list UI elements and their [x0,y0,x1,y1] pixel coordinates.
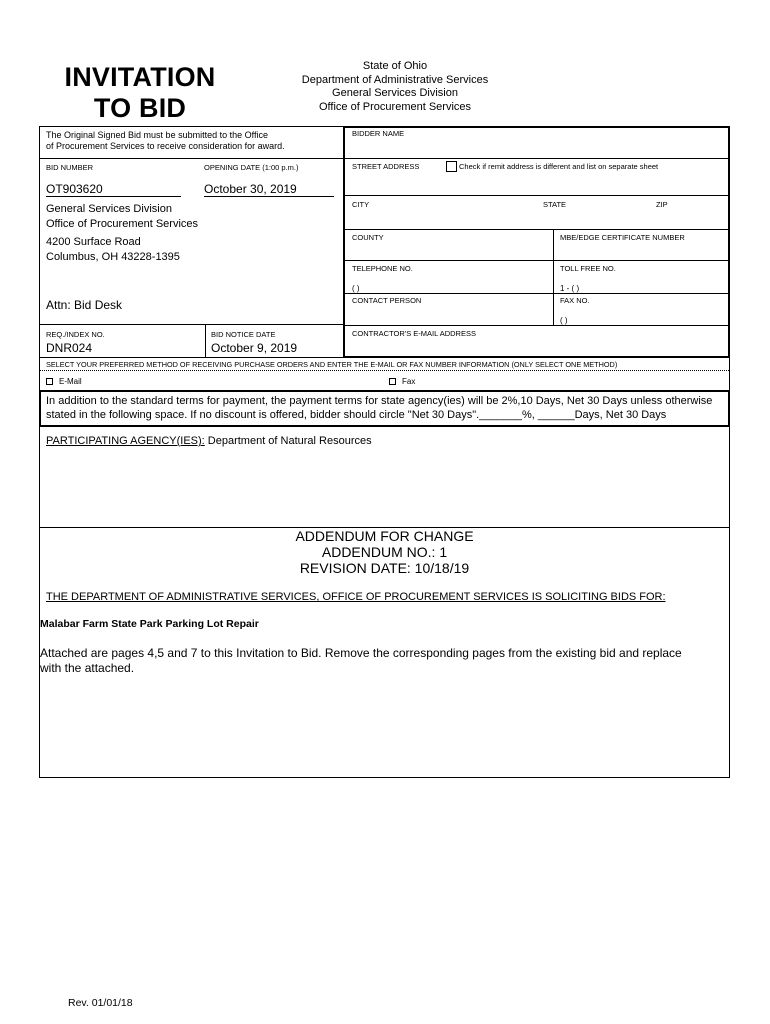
bidder-name-label: BIDDER NAME [352,129,405,138]
fax-field[interactable]: ( ) [560,316,568,325]
soliciting-statement: THE DEPARTMENT OF ADMINISTRATIVE SERVICES, OFFICE OF PROCUREMENT SERVICES IS SOLICITING BIDS FOR: [46,591,666,603]
bid-notice-label: BID NOTICE DATE [211,330,276,339]
zip-label: ZIP [656,200,668,209]
terms-line-1: In addition to the standard terms for payment, the payment terms for state agency(ies) will be 2%,10 Days, Net 30 Days unless otherwise [46,395,713,407]
telephone-label: TELEPHONE NO. [352,264,413,273]
fax-label: FAX NO. [560,296,590,305]
bid-notice-date[interactable]: October 9, 2019 [211,341,298,355]
contact-field[interactable] [350,306,548,323]
toll-free-label: TOLL FREE NO. [560,264,616,273]
city-label: CITY [352,200,370,209]
remit-address-checkbox[interactable] [446,161,457,172]
opening-date[interactable]: October 30, 2019 [204,182,334,197]
notice-line-2: of Procurement Services to receive consideration for award. [46,141,285,151]
email-label: CONTRACTOR'S E-MAIL ADDRESS [352,329,476,338]
agency-department: Department of Administrative Services [301,73,489,86]
city-state-zip-field[interactable] [350,210,725,227]
req-index[interactable]: DNR024 [46,341,93,355]
fax-checkbox[interactable] [389,378,396,385]
address-division: General Services Division [46,203,172,215]
revision-date: REVISION DATE: 10/18/19 [299,560,470,576]
title-invitation: INVITATION [64,62,216,92]
bidder-info-box [343,126,730,358]
participating-agencies-label: PARTICIPATING AGENCY(IES): [46,435,205,447]
street-address-field[interactable] [350,172,725,192]
bid-number[interactable]: OT903620 [46,182,181,197]
project-title: Malabar Farm State Park Parking Lot Repair [40,618,259,630]
opening-date-label: OPENING DATE (1:00 p.m.) [204,163,299,172]
addendum-number: ADDENDUM NO.: 1 [321,544,448,560]
email-checkbox[interactable] [46,378,53,385]
terms-line-2: stated in the following space. If no discount is offered, bidder should circle "Net 30 Days"._______%, ______Days, Net 30 Days [46,408,667,421]
county-field[interactable] [350,243,548,258]
address-city: Columbus, OH 43228-1395 [46,251,180,263]
telephone-field[interactable]: ( ) [352,284,360,293]
fax-option-label: Fax [402,377,416,386]
county-label: COUNTY [352,233,384,242]
fax-option[interactable] [389,377,415,386]
state-label: STATE [543,200,567,209]
agency-division: General Services Division [332,87,458,99]
revision-footer: Rev. 01/01/18 [68,997,133,1009]
toll-free-field[interactable]: 1 - ( ) [560,284,580,293]
email-option-label: E-Mail [59,377,82,386]
address-office: Office of Procurement Services [46,218,199,230]
req-index-label: REQ./INDEX NO. [46,330,105,339]
bidder-name-field[interactable] [350,138,725,156]
addendum-body-line-2: with the attached. [40,661,135,675]
bid-number-label: BID NUMBER [46,163,94,172]
address-street: 4200 Surface Road [46,236,141,248]
mbe-label: MBE/EDGE CERTIFICATE NUMBER [560,233,685,242]
attn-bid-desk: Attn: Bid Desk [46,298,123,312]
title-to-bid: TO BID [93,93,187,123]
remit-address-label: Check if remit address is different and list on separate sheet [459,162,659,171]
mbe-field[interactable] [558,243,725,258]
contact-label: CONTACT PERSON [352,296,422,305]
email-field[interactable] [350,339,725,354]
participating-agencies-value: Department of Natural Resources [204,435,372,447]
notice-line-1: The Original Signed Bid must be submitted to the Office [46,130,268,140]
agency-state: State of Ohio [362,60,428,72]
street-address-label: STREET ADDRESS [352,162,420,171]
method-instruction: SELECT YOUR PREFERRED METHOD OF RECEIVING PURCHASE ORDERS AND ENTER THE E-MAIL OR FAX NUMBER INFORMATION (ONLY SELECT ONE METHOD) [46,360,618,369]
agency-office: Office of Procurement Services [318,100,472,113]
addendum-body-line-1: Attached are pages 4,5 and 7 to this Invitation to Bid. Remove the corresponding pages from the existing bid and replace [40,646,682,660]
addendum-title: ADDENDUM FOR CHANGE [295,528,474,544]
email-option[interactable] [46,377,82,386]
participating-agencies [46,435,372,447]
